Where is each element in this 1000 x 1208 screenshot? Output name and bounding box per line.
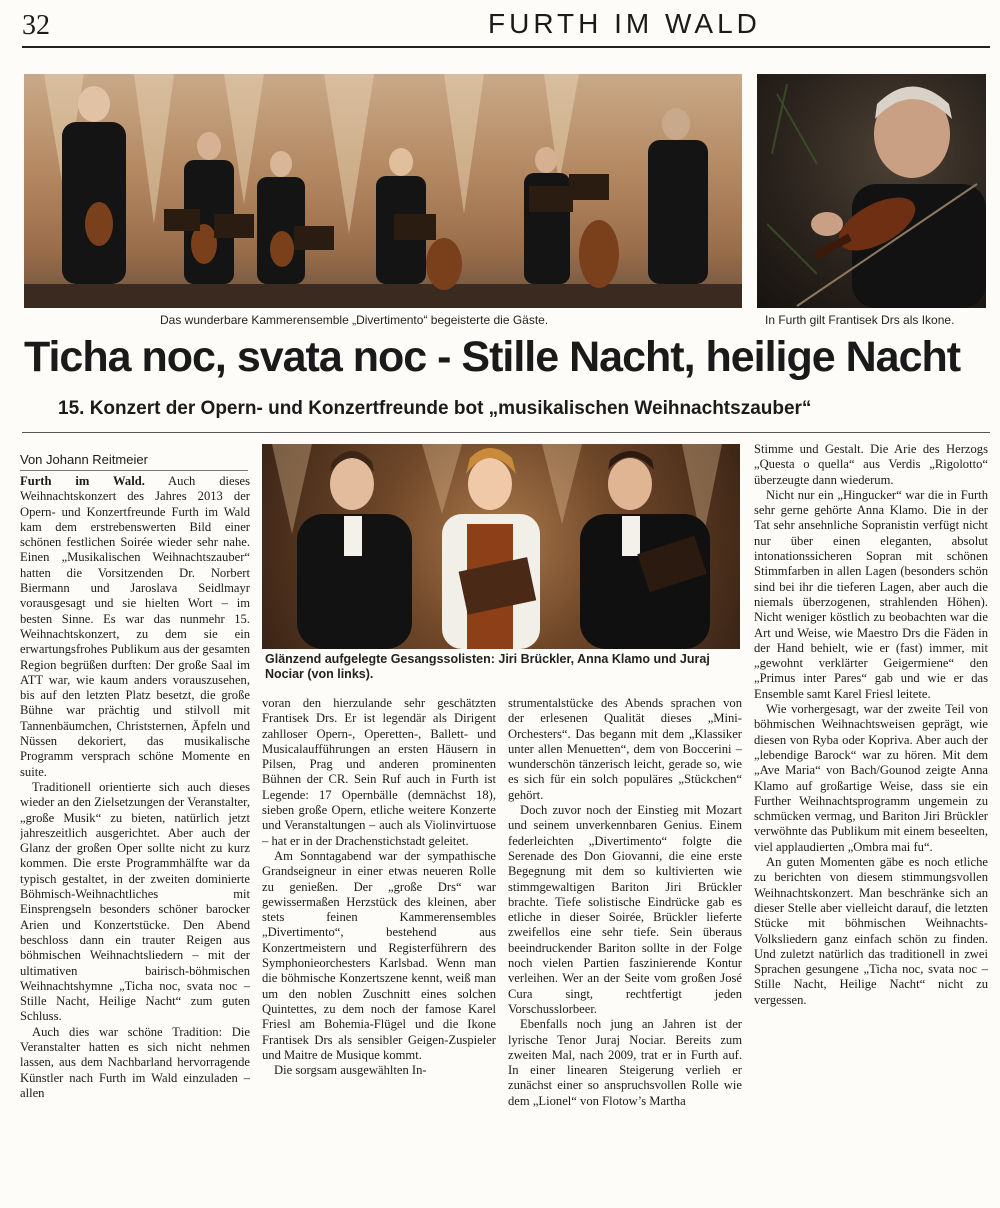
article-column-3	[508, 696, 742, 1200]
paragraph: Doch zuvor noch der Einstieg mit Mozart und seinem unverkennbaren Genius. Einem federleichten „Divertimento“ folgte die Serenade des Don Giovanni, die eine erste Begegnung mit dem so kultivierten wie stimmgewaltigen Bariton Jiri Brückler brachte. Tiefe solistische Eindrücke gab es etliche in dieser Soirée, Brückler lieferte zweifellos eine sehr tiefe. Sein überaus beeindruckender Bariton sollte in der Folge noch vielen Partien faszinierende Kontur verleihen. Wer an der Seite vom großen José Cura singt, rechtfertigt jeden Vorschusslorbeer.	[508, 803, 742, 1016]
article-subheadline: 15. Konzert der Opern- und Konzertfreunde bot „musikalischen Weihnachtszauber“	[58, 398, 812, 419]
paragraph: Wie vorhergesagt, war der zweite Teil von böhmischen Weihnachtsweisen geprägt, wie diesen von Ryba oder Kopriva. Aber auch der „lebendige Barock“ war zu hören. Mit dem „Ave Maria“ von Bach/Gounod zeigte Anna Klamo auf großartige Weise, dass sie ein Further Weihnachtsprogramm ungemein zu schmücken vermag, und Bariton Jiri Brückler verwöhnte das Publikum mit einem beseelten, viel applaudierten „Ombra mai fu“.	[754, 702, 988, 854]
paragraph	[20, 474, 250, 780]
paragraph: strumentalstücke des Abends sprachen von der erlesenen Qualität dieses „Mini-Orchesters“. Das begann mit dem „Klassiker unter allen Menuetten“, dem von Boccerini – wunderschön tänzerisch leicht, gerade so, wie es sich für ein solch populäres „Stückchen“ gehört.	[508, 696, 742, 802]
paragraph: Nicht nur ein „Hingucker“ war die in Furth sehr gerne gehörte Anna Klamo. Die in der Tat sehr ansehnliche Sopranistin verfügt nicht nur über einen eleganten, absolut intonationssicheren Sopran mit schönen Stimmfarben in allen Lagen (besonders schön sind bei ihr die tieferen Lagen, aber auch die niemals überzogenen, strahlenden Höhen). Nicht weniger köstlich zu beobachten war die Art und Weise, wie Maestro Drs die Fäden in der Hand behielt, wie er (fast) immer, mit „gewohnt verklärter Geigermiene“ den „Primus inter Pares“ gab und wie er das Ensemble samt Karel Friesl leitete.	[754, 487, 988, 701]
page-number: 32	[22, 10, 50, 41]
article-column-2	[262, 696, 496, 1200]
paragraph: Auch dies war schöne Tradition: Die Veranstalter hatten es sich nicht nehmen lassen, aus dem Nachbarland hervorragende Künstler nach Furth im Wald einzuladen – allen	[20, 1024, 250, 1100]
dateline: Furth im Wald.	[20, 474, 145, 488]
ensemble-photo	[24, 74, 742, 308]
paragraph: Die sorgsam ausgewählten In-	[274, 1063, 427, 1078]
article-headline: Ticha noc, svata noc - Stille Nacht, heilige Nacht	[24, 333, 961, 381]
article-column-4	[754, 442, 988, 1200]
violinist-photo-caption: In Furth gilt Frantisek Drs als Ikone.	[765, 313, 955, 327]
paragraph: Traditionell orientierte sich auch dieses wieder an den Zielsetzungen der Veranstalter, „große Musik“ zu bieten, natürlich jetzt jahreszeitlich ausgerichtet. Aber auch der Glanz der großen Oper sollte nicht zu kurz kommen. Die erste Programmhälfte war da typisch gestaltet, in der zweiten dominierte Böhmisch-Weihnachtliches mit Einsprengseln besonders schöner barocker Arien und Konzertstücke. Den Abend beschloss dann ein trauter Reigen aus böhmischen Weihnachtsliedern – mit der ultimativen bairisch-böhmischen Weihnachtshymne „Ticha noc, svata noc – Stille Nacht, Heilige Nacht“ zum guten Schluss.	[20, 779, 250, 1024]
paragraph: An guten Momenten gäbe es noch etliche zu berichten von diesem stimmungsvollen Weihnachtskonzert. Man beschränke sich an dieser Stelle aber vielleicht darauf, die letzten Stücke mit böhmischen Weihnachts-Volksliedern ganz einfach schön zu finden. Und zuletzt natürlich das traditionell in zwei Sprachen gesungene „Ticha noc, svata noc – Stille Nacht, Heilige Nacht“ nicht zu vergessen.	[754, 855, 988, 1007]
ensemble-photo-caption: Das wunderbare Kammerensemble „Divertimento“ begeisterte die Gäste.	[160, 313, 549, 327]
paragraph: Stimme und Gestalt. Die Arie des Herzogs „Questa o quella“ aus Verdis „Rigolotto“ überzeugte dann wiederum.	[754, 442, 988, 487]
byline-rule	[20, 470, 248, 471]
paragraph-text: Auch dieses Weihnachtskonzert des Jahres 2013 der Opern- und Konzertfreunde Furth im Wald kam dem erstrebenswerten Bild einer schönen festlichen Soirée wieder sehr nahe. Einen „Musikalischen Weihnachtszauber“ hatten die Vorsitzenden Dr. Norbert Biermann und Jaroslava Seidlmayr vorausgesagt und sie hielten Wort – im besten Sinne. Es war das nunmehr 15. Weihnachtskonzert, zu dem sie ein erwartungsfrohes Publikum aus der gesamten Region begrüßen durften: Der große Saal im ATT war, wie kaum anders vorauszusehen, bis auf den letzten Platz besetzt, die große Bühne war prächtig und stilvoll mit Tannenbäumchen, Christsternen, Äpfeln und Nüssen dekoriert, das musikalische Programm versprach schöne Momente en suite.	[20, 474, 250, 779]
paragraph: Am Sonntagabend war der sympathische Grandseigneur in einer etwas neueren Rolle zu genießen. Der „große Drs“ war gewissermaßen Herzstück des kleinen, aber stets feinen Kammerensembles „Divertimento“, bestehend aus Konzertmeistern und Registerführern des Symphonieorchesters Karlsbad. Wenn man die böhmische Konzertszene kennt, weiß man um den noblen Zuschnitt eines solchen Quintettes, zu dem noch der famose Karel Friesl am Bohemia-Flügel und die Ikone Frantisek Drs als sensibler Geigen-Zuspieler und Maitre de Musique kommt.	[262, 848, 496, 1062]
soloists-photo	[262, 444, 740, 649]
paragraph: Ebenfalls noch jung an Jahren ist der lyrische Tenor Juraj Nociar. Bereits zum zweiten Mal, nach 2009, trat er in Furth auf. In einer linearen Steigerung verlieh er zunächst einer so anspruchsvollen Rolle wie dem „Lionel“ von Flotow’s Martha	[508, 1017, 742, 1108]
byline: Von Johann Reitmeier	[20, 452, 148, 467]
headline-rule	[22, 432, 990, 433]
section-title: FURTH IM WALD	[488, 8, 761, 39]
soloists-photo-caption: Glänzend aufgelegte Gesangssolisten: Jiri Brückler, Anna Klamo und Juraj Nociar (von links).	[265, 652, 710, 681]
article-column-1	[20, 474, 250, 1200]
header-rule	[22, 46, 990, 48]
paragraph: voran den hierzulande sehr geschätzten Frantisek Drs. Er ist legendär als Dirigent zahlloser Opern-, Operetten-, Ballett- und Musicalaufführungen an ersten Häusern in Pilsen, Prag und anderen prominenten Bühnen der CR. Sein Ruf auch in Furth ist Legende: 17 Opernbälle (demnächst 18), sieben große Opern, etliche weitere Konzerte und Veranstaltungen – auch als Violinvirtuose – hat er in der Drachenstichstadt geleitet.	[262, 696, 496, 848]
violinist-photo	[757, 74, 986, 308]
